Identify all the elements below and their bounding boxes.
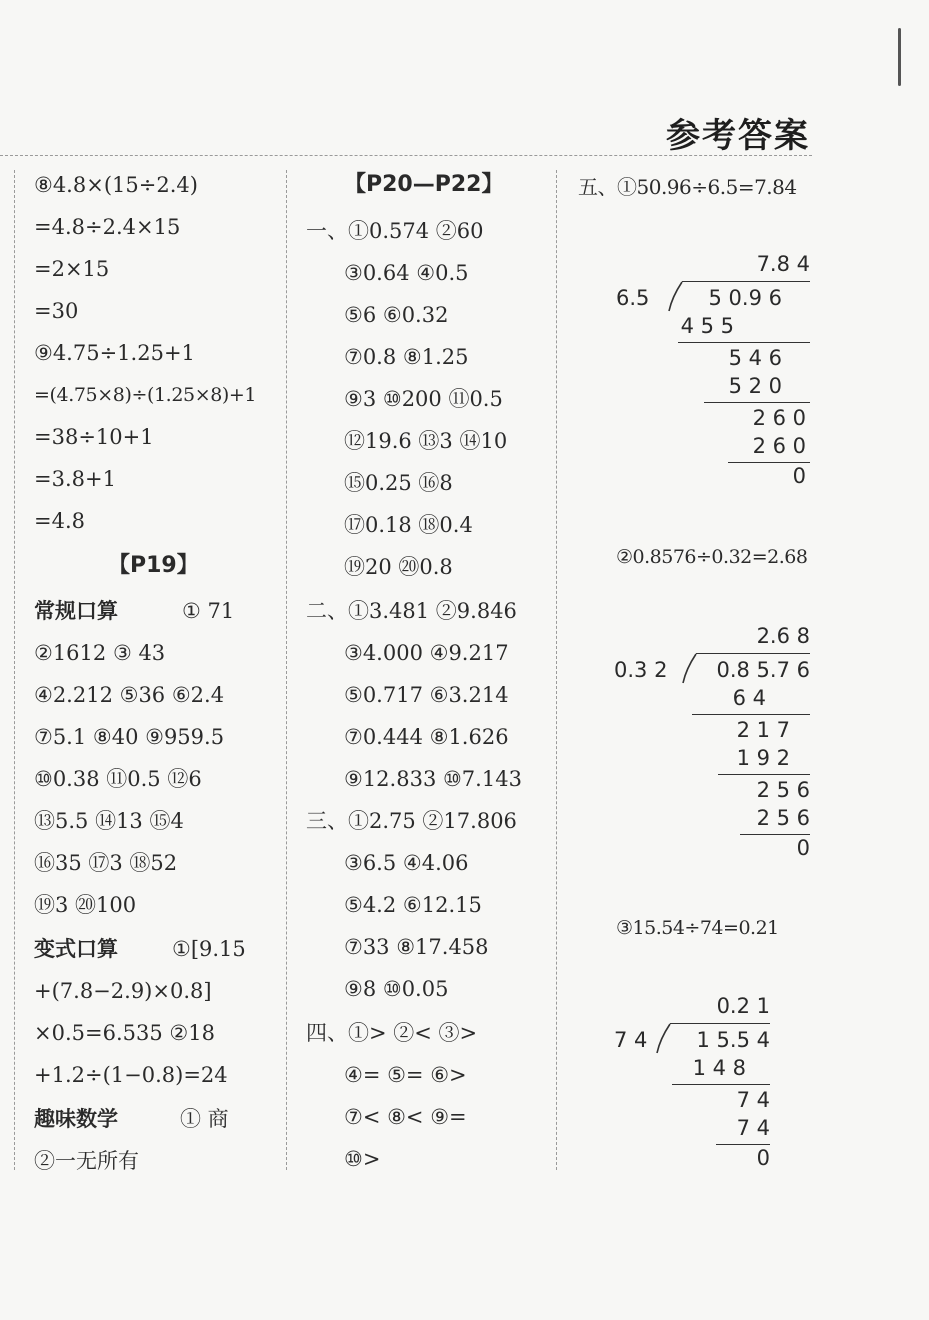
step-line: 5 2 0 xyxy=(728,374,782,398)
divisor: 0.3 2 xyxy=(614,658,668,682)
long-division-2 xyxy=(600,622,810,862)
step-rule xyxy=(704,402,810,403)
step-line: 5 4 6 xyxy=(728,346,782,370)
answer-line: ⑨12.833 ⑩7.143 xyxy=(344,767,522,791)
divisor: 6.5 xyxy=(616,286,650,310)
label-bianshi: 变式口算 xyxy=(34,937,118,961)
page-title: 参考答案 xyxy=(666,116,810,156)
step-line: 2 5 6 xyxy=(756,806,810,830)
answer-line: ⑨4.75÷1.25+1 xyxy=(34,341,195,365)
answer-line: ⑨3 ⑩200 ⑪0.5 xyxy=(344,387,503,411)
answer-line: =3.8+1 xyxy=(34,467,116,491)
division-bar xyxy=(682,281,810,282)
step-line: 0 xyxy=(796,836,810,860)
column-divider-left xyxy=(14,170,15,1170)
page-edge-mark xyxy=(898,28,901,86)
division-bar xyxy=(670,1023,770,1024)
answer-line: ⑮0.25 ⑯8 xyxy=(344,471,453,495)
step-line: 2 6 0 xyxy=(752,434,806,458)
step-line: 2 1 7 xyxy=(736,718,790,742)
step-line: 4 5 5 xyxy=(680,314,734,338)
answer-line: ⑦< ⑧< ⑨= xyxy=(344,1105,467,1129)
label-changgui: 常规口算 xyxy=(34,599,118,623)
step-rule xyxy=(718,774,810,775)
dividend: 0.8 5.7 6 xyxy=(716,658,810,682)
answer-line: ⑫19.6 ⑬3 ⑭10 xyxy=(344,429,508,453)
answer-line: =38÷10+1 xyxy=(34,425,154,449)
answer-line: =4.8 xyxy=(34,509,85,533)
section-heading-p20-p22: 【P20—P22】 xyxy=(344,172,504,197)
quotient: 0.2 1 xyxy=(716,994,770,1018)
answer-line: ①[9.15 xyxy=(172,937,246,961)
division-bracket xyxy=(682,653,698,685)
answer-line: =4.8÷2.4×15 xyxy=(34,215,181,239)
answer-line: ⑦0.444 ⑧1.626 xyxy=(344,725,509,749)
answer-line: ⑤6 ⑥0.32 xyxy=(344,303,449,327)
answer-line: ⑦0.8 ⑧1.25 xyxy=(344,345,469,369)
step-line: 7 4 xyxy=(736,1116,770,1140)
answer-line: ③0.64 ④0.5 xyxy=(344,261,469,285)
step-line: 1 9 2 xyxy=(736,746,790,770)
answer-line: ②一无所有 xyxy=(34,1149,139,1173)
answer-line: ⑦33 ⑧17.458 xyxy=(344,935,489,959)
answer-line: ⑤0.717 ⑥3.214 xyxy=(344,683,509,707)
division-equation-2: ②0.8576÷0.32=2.68 xyxy=(616,546,808,568)
long-division-1 xyxy=(600,250,810,490)
answer-line: ④= ⑤= ⑥> xyxy=(344,1063,467,1087)
answer-line: ① 商 xyxy=(180,1107,229,1131)
step-line: 2 6 0 xyxy=(752,406,806,430)
division-equation-3: ③15.54÷74=0.21 xyxy=(616,917,779,939)
answer-line: +1.2÷(1−0.8)=24 xyxy=(34,1063,228,1087)
column-divider-2 xyxy=(556,170,557,1170)
column-divider-1 xyxy=(286,170,287,1170)
division-equation-1: 五、①50.96÷6.5=7.84 xyxy=(578,175,797,199)
answer-line: 三、①2.75 ②17.806 xyxy=(306,809,517,833)
step-rule xyxy=(678,342,810,343)
answer-line: 四、①> ②< ③> xyxy=(306,1021,478,1045)
answer-line: ① 71 xyxy=(182,599,235,623)
step-line: 0 xyxy=(792,464,806,488)
answer-line: ⑲3 ⑳100 xyxy=(34,893,137,917)
answer-line: =2×15 xyxy=(34,257,110,281)
answer-line: +(7.8−2.9)×0.8] xyxy=(34,979,212,1003)
answer-line: ⑯35 ⑰3 ⑱52 xyxy=(34,851,178,875)
quotient: 2.6 8 xyxy=(756,624,810,648)
dividend: 5 0.9 6 xyxy=(708,286,782,310)
division-bracket xyxy=(668,281,684,313)
answer-line: ⑧4.8×(15÷2.4) xyxy=(34,173,198,197)
step-line: 1 4 8 xyxy=(692,1056,746,1080)
answer-line: ⑰0.18 ⑱0.4 xyxy=(344,513,473,537)
dividend: 1 5.5 4 xyxy=(696,1028,770,1052)
quotient: 7.8 4 xyxy=(756,252,810,276)
step-line: 0 xyxy=(756,1146,770,1170)
section-heading-p19: 【P19】 xyxy=(108,553,199,578)
step-rule xyxy=(672,1084,770,1085)
header-divider xyxy=(0,155,812,156)
answer-line: =(4.75×8)÷(1.25×8)+1 xyxy=(34,384,257,406)
answer-line: =30 xyxy=(34,299,79,323)
answer-line: ⑤4.2 ⑥12.15 xyxy=(344,893,482,917)
answer-line: ⑲20 ⑳0.8 xyxy=(344,555,453,579)
step-line: 7 4 xyxy=(736,1088,770,1112)
division-bar xyxy=(696,653,810,654)
step-line: 6 4 xyxy=(732,686,766,710)
answer-line: ③4.000 ④9.217 xyxy=(344,641,509,665)
answer-line: ⑩0.38 ⑪0.5 ⑫6 xyxy=(34,767,202,791)
answer-line: ⑬5.5 ⑭13 ⑮4 xyxy=(34,809,184,833)
answer-line: 一、①0.574 ②60 xyxy=(306,219,484,243)
answer-line: ②1612 ③ 43 xyxy=(34,641,166,665)
step-line: 2 5 6 xyxy=(756,778,810,802)
answer-line: ⑨8 ⑩0.05 xyxy=(344,977,449,1001)
answer-line: ④2.212 ⑤36 ⑥2.4 xyxy=(34,683,225,707)
answer-line: ⑩> xyxy=(344,1147,381,1171)
answer-line: ⑦5.1 ⑧40 ⑨959.5 xyxy=(34,725,225,749)
divisor: 7 4 xyxy=(614,1028,648,1052)
division-bracket xyxy=(656,1023,672,1055)
label-quwei: 趣味数学 xyxy=(34,1107,118,1131)
step-rule xyxy=(692,714,810,715)
answer-line: ③6.5 ④4.06 xyxy=(344,851,469,875)
answer-line: ×0.5=6.535 ②18 xyxy=(34,1021,215,1045)
answer-line: 二、①3.481 ②9.846 xyxy=(306,599,517,623)
long-division-3 xyxy=(600,992,800,1182)
